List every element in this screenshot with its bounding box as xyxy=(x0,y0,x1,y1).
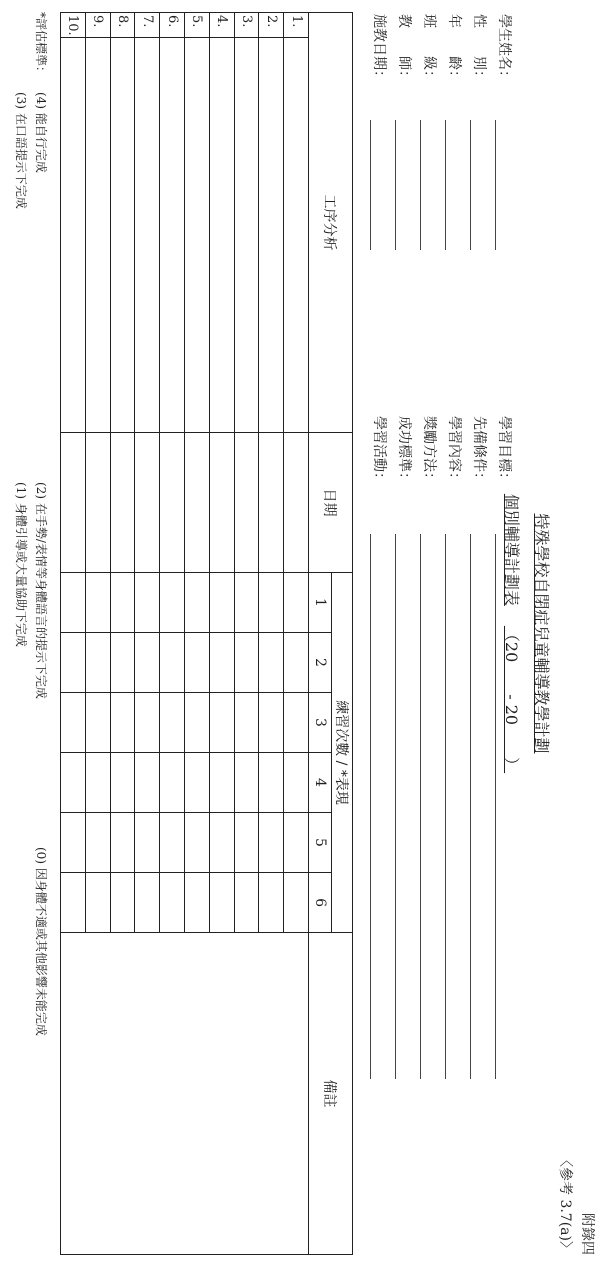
info-row-gender xyxy=(470,14,495,250)
legend-item-2: (2) 在手勢/表情等身體語言的提示下完成 xyxy=(34,482,48,699)
info-label: 年 齡： xyxy=(446,14,462,84)
row-number: 10. xyxy=(61,13,86,38)
practice-3-cell[interactable] xyxy=(284,693,309,753)
task-analysis-table xyxy=(60,12,353,1255)
plan-row-criteria xyxy=(395,416,420,1079)
practice-4-cell[interactable] xyxy=(259,753,284,813)
header-task-analysis: 工序分析 xyxy=(309,13,353,433)
practice-2-cell[interactable] xyxy=(135,633,160,693)
row-number: 9. xyxy=(85,13,110,38)
plan-label: 先備條件： xyxy=(471,416,487,486)
task-step-cell[interactable] xyxy=(135,38,160,433)
info-row-age xyxy=(445,14,470,250)
task-step-cell[interactable] xyxy=(185,38,210,433)
task-step-cell[interactable] xyxy=(61,38,86,433)
practice-1-cell[interactable] xyxy=(160,573,185,633)
info-label: 教 師： xyxy=(396,14,412,84)
practice-number: 1 xyxy=(309,573,332,633)
practice-1-cell[interactable] xyxy=(209,573,234,633)
practice-6-cell[interactable] xyxy=(61,873,86,933)
date-cell[interactable] xyxy=(85,433,110,573)
task-step-cell[interactable] xyxy=(284,38,309,433)
row-number: 3. xyxy=(234,13,259,38)
legend-item-1: (1) 身體引導或大量協助下完成 xyxy=(14,482,28,647)
header-remarks: 備註 xyxy=(309,933,353,1255)
info-row-name xyxy=(495,14,520,250)
legend-item-0: (0) 因身體不適或其他影響未能完成 xyxy=(34,847,48,1036)
practice-5-cell[interactable] xyxy=(135,813,160,873)
practice-6-cell[interactable] xyxy=(85,873,110,933)
practice-5-cell[interactable] xyxy=(234,813,259,873)
practice-number: 5 xyxy=(309,813,332,873)
practice-1-cell[interactable] xyxy=(85,573,110,633)
date-cell[interactable] xyxy=(135,433,160,573)
plan-label: 獎勵方法： xyxy=(421,416,437,486)
learning-plan-info xyxy=(370,416,520,1079)
legend-item-3: (3) 在口語提示下完成 xyxy=(14,92,28,209)
title-line2: 個別輔導計劃表 xyxy=(502,493,521,606)
date-cell[interactable] xyxy=(61,433,86,573)
row-number: 6. xyxy=(160,13,185,38)
header-date: 日期 xyxy=(309,433,353,573)
reward-method-field[interactable] xyxy=(420,534,435,1079)
plan-label: 成功標準： xyxy=(396,416,412,486)
school-year: （20 - 20 ） xyxy=(502,625,521,774)
learning-content-field[interactable] xyxy=(445,534,460,1079)
practice-2-cell[interactable] xyxy=(160,633,185,693)
teacher-field[interactable] xyxy=(395,120,410,250)
practice-3-cell[interactable] xyxy=(61,693,86,753)
practice-4-cell[interactable] xyxy=(209,753,234,813)
row-number: 5. xyxy=(185,13,210,38)
practice-2-cell[interactable] xyxy=(110,633,135,693)
practice-4-cell[interactable] xyxy=(61,753,86,813)
student-info xyxy=(370,14,520,250)
name-field[interactable] xyxy=(495,120,510,250)
practice-4-cell[interactable] xyxy=(110,753,135,813)
plan-row-content xyxy=(445,416,470,1079)
practice-5-cell[interactable] xyxy=(160,813,185,873)
remarks-cell[interactable] xyxy=(61,933,309,1255)
info-label: 班 級： xyxy=(421,14,437,84)
practice-3-cell[interactable] xyxy=(160,693,185,753)
legend-item-4: (4) 能自行完成 xyxy=(34,92,48,173)
task-rows xyxy=(61,13,309,1255)
practice-number: 4 xyxy=(309,753,332,813)
row-number: 8. xyxy=(110,13,135,38)
prerequisite-field[interactable] xyxy=(470,534,485,1079)
plan-row-prerequisite xyxy=(470,416,495,1079)
success-criteria-field[interactable] xyxy=(395,534,410,1079)
info-row-class xyxy=(420,14,445,250)
practice-6-cell[interactable] xyxy=(259,873,284,933)
plan-label: 學習活動： xyxy=(371,416,387,486)
plan-label: 學習目標： xyxy=(496,416,512,486)
task-step-cell[interactable] xyxy=(85,38,110,433)
practice-5-cell[interactable] xyxy=(61,813,86,873)
practice-1-cell[interactable] xyxy=(284,573,309,633)
practice-6-cell[interactable] xyxy=(160,873,185,933)
practice-6-cell[interactable] xyxy=(209,873,234,933)
practice-6-cell[interactable] xyxy=(110,873,135,933)
learning-activity-field[interactable] xyxy=(370,534,385,1079)
practice-4-cell[interactable] xyxy=(160,753,185,813)
header-practice: 練習次數 / *表現 xyxy=(332,573,353,933)
practice-3-cell[interactable] xyxy=(209,693,234,753)
learning-goal-field[interactable] xyxy=(495,534,510,1079)
date-cell[interactable] xyxy=(259,433,284,573)
date-cell[interactable] xyxy=(234,433,259,573)
practice-1-cell[interactable] xyxy=(61,573,86,633)
info-label: 施教日期： xyxy=(371,14,387,84)
gender-field[interactable] xyxy=(470,120,485,250)
practice-2-cell[interactable] xyxy=(209,633,234,693)
legend-prefix: *評估標準： xyxy=(34,12,48,79)
row-number: 2. xyxy=(259,13,284,38)
appendix-reference xyxy=(554,1153,598,1255)
practice-5-cell[interactable] xyxy=(209,813,234,873)
table-row xyxy=(284,13,309,1255)
practice-number: 2 xyxy=(309,633,332,693)
plan-row-activity xyxy=(370,416,395,1079)
info-label: 學生姓名： xyxy=(496,14,512,84)
task-step-cell[interactable] xyxy=(110,38,135,433)
date-cell[interactable] xyxy=(110,433,135,573)
row-number: 1. xyxy=(284,13,309,38)
practice-5-cell[interactable] xyxy=(259,813,284,873)
info-row-dates xyxy=(370,14,395,250)
practice-6-cell[interactable] xyxy=(234,873,259,933)
info-label: 性 別： xyxy=(471,14,487,84)
task-step-cell[interactable] xyxy=(259,38,284,433)
task-step-cell[interactable] xyxy=(234,38,259,433)
row-number: 4. xyxy=(209,13,234,38)
teaching-date-field[interactable] xyxy=(370,120,385,250)
task-step-cell[interactable] xyxy=(160,38,185,433)
plan-row-reward xyxy=(420,416,445,1079)
date-cell[interactable] xyxy=(209,433,234,573)
row-number: 7. xyxy=(135,13,160,38)
practice-5-cell[interactable] xyxy=(284,813,309,873)
practice-2-cell[interactable] xyxy=(234,633,259,693)
practice-2-cell[interactable] xyxy=(259,633,284,693)
practice-5-cell[interactable] xyxy=(110,813,135,873)
plan-label: 學習內容： xyxy=(446,416,462,486)
practice-6-cell[interactable] xyxy=(185,873,210,933)
appendix-ref: 〈參考 3.7(a)〉 xyxy=(557,1153,573,1255)
plan-row-goal xyxy=(495,416,520,1079)
practice-4-cell[interactable] xyxy=(135,753,160,813)
practice-5-cell[interactable] xyxy=(185,813,210,873)
info-row-teacher xyxy=(395,14,420,250)
appendix-label: 附錄四 xyxy=(579,1213,595,1255)
practice-4-cell[interactable] xyxy=(185,753,210,813)
practice-6-cell[interactable] xyxy=(284,873,309,933)
practice-2-cell[interactable] xyxy=(85,633,110,693)
title-line1: 特殊學校自閉症兒童輔導教學計劃 xyxy=(532,513,551,754)
practice-4-cell[interactable] xyxy=(284,753,309,813)
date-cell[interactable] xyxy=(160,433,185,573)
date-cell[interactable] xyxy=(284,433,309,573)
practice-1-cell[interactable] xyxy=(110,573,135,633)
class-field[interactable] xyxy=(420,120,435,250)
age-field[interactable] xyxy=(445,120,460,250)
practice-number: 3 xyxy=(309,693,332,753)
practice-3-cell[interactable] xyxy=(259,693,284,753)
practice-6-cell[interactable] xyxy=(135,873,160,933)
practice-4-cell[interactable] xyxy=(234,753,259,813)
practice-1-cell[interactable] xyxy=(234,573,259,633)
practice-2-cell[interactable] xyxy=(284,633,309,693)
task-step-cell[interactable] xyxy=(209,38,234,433)
practice-3-cell[interactable] xyxy=(110,693,135,753)
practice-4-cell[interactable] xyxy=(85,753,110,813)
practice-3-cell[interactable] xyxy=(234,693,259,753)
practice-5-cell[interactable] xyxy=(85,813,110,873)
practice-1-cell[interactable] xyxy=(185,573,210,633)
practice-3-cell[interactable] xyxy=(135,693,160,753)
date-cell[interactable] xyxy=(185,433,210,573)
practice-2-cell[interactable] xyxy=(61,633,86,693)
practice-3-cell[interactable] xyxy=(185,693,210,753)
practice-1-cell[interactable] xyxy=(259,573,284,633)
practice-2-cell[interactable] xyxy=(185,633,210,693)
practice-number: 6 xyxy=(309,873,332,933)
practice-1-cell[interactable] xyxy=(135,573,160,633)
practice-3-cell[interactable] xyxy=(85,693,110,753)
